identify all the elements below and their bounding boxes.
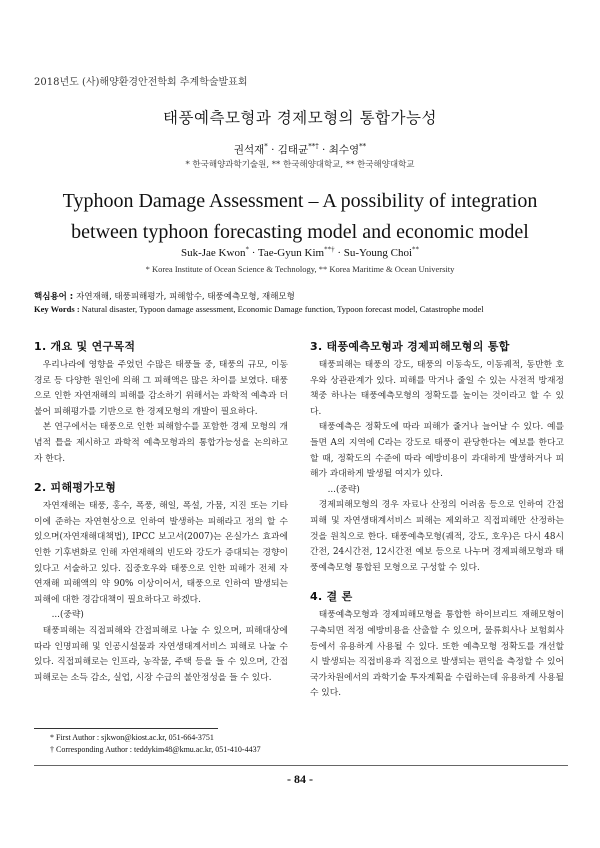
author-name: Tae-Gyun Kim [257,247,325,259]
author-separator: · [267,144,278,156]
author-name: 김태균 [277,144,309,156]
footnote-first-author: * First Author : sjkwon@kiost.ac.kr, 051-664-3751 [50,733,214,742]
keywords-label: 핵심용어 : [34,292,77,302]
paragraph: 태풍예측모형과 경제피해모형을 통합한 하이브리드 재해모형이 구축되면 적정 예방비용을 산출할 수 있으며, 물류회사나 보험회사 등에서 유용하게 사용될 수 있다. 또한 예측모형 정확도를 개선할 시 발생되는 직접비용과 직접으로 발생되는 편익을 측정할 수 있어 국가차원에서의 과학기술 투자계획을 수립하는데 유용하게 사용될 수 있다. [310,610,564,699]
author-name: Su-Young Choi [343,247,413,259]
page-number: - 84 - [287,772,313,786]
left-column [34,338,288,686]
author-mark: **† [324,245,335,254]
footnote-divider [34,728,218,729]
author-separator: · [318,144,329,156]
author-mark: **† [308,142,319,151]
author-name: Suk-Jae Kwon [180,247,246,259]
author-mark: ** [412,245,420,254]
paragraph: 태풍예측은 정확도에 따라 피해가 줄거나 늘어날 수 있다. 예를 들면 A의 지역에 C라는 강도로 태풍이 관당한다는 예보를 한다고 할 때, 정확도의 수준에 따라 예방비용이 과대하게 발생하거나 피해가 과대하게 발생될 여지가 있다. [310,422,564,480]
author-mark: * [245,245,249,254]
keywords-text: 자연재해, 태풍피해평가, 피해함수, 태풍예측모형, 재해모형 [76,292,295,302]
paragraph: 태풍피해는 직접피해와 간접피해로 나눌 수 있으며, 피해대상에 따라 인명피해 및 인공시설물과 자연생태계서비스 피해로 나눌 수 있다. 직접피해로는 인프라, 농작물, 주택 등을 들 수 있으며, 간접피해로는 소득 감소, 실업, 시장 수급의 불안정성을 들 수 있다. [34,625,288,683]
omission-marker: ...(중략) [51,610,84,621]
footnote-corresponding-author: † Corresponding Author : teddykim48@kmu.ac.kr, 051-410-4437 [50,745,261,754]
right-column [310,338,564,702]
author-separator: · [248,247,258,259]
title-line: between typhoon forecasting model and economic model [71,221,529,243]
paragraph: 우리나라에 영향을 주었던 수많은 태풍들 중, 태풍의 규모, 이동경로 등 다양한 원인에 의해 그 피해액은 많은 차이를 보였다. 태풍으로 인한 자연재해의 피해를 감소하기 위해서는 과학적 예측과 더불어 피해평가를 기반으로 한 경제모형의 개발이 필요하다. [34,360,288,417]
paragraph: 자연재해는 태풍, 홍수, 폭풍, 해일, 폭설, 가뭄, 지진 또는 기타 이에 준하는 자연현상으로 인하여 발생하는 피해라고 정의 할 수 있으며(자연재해대책법), IPCC 보고서(2007)는 온실가스 효과에 인한 기후변화로 인해 자연재해의 빈도와 강도가 증대되는 경향이 있다고 서술하고 있다. 집중호우와 태풍으로 인한 피해가 전체 자연재해 피해액의 약 90% 이상이어서, 태풍으로 인하여 발생되는 피해에 대한 경감대책이 필요하다고 하겠다. [34,501,288,605]
author-mark: * [264,142,268,151]
section-heading: 1. 개요 및 연구목적 [34,340,136,353]
author-separator: · [334,247,344,259]
keywords-label: Key Words : [34,304,82,314]
paragraph: 본 연구에서는 태풍으로 인한 피해함수를 포함한 경제 모형의 개념적 틀을 제시하고 과학적 예측모형과의 통합가능성을 논의하고자 한다. [34,422,288,464]
page-divider [34,765,568,766]
conference-header: 2018년도 (사)해양환경안전학회 추계학술발표회 [34,77,248,88]
paragraph: 태풍피해는 태풍의 강도, 태풍의 이동속도, 이동궤적, 동반한 호우와 상관관계가 있다. 피해를 막거나 줄일 수 있는 사전적 방재정책중 하나는 태풍예측모형의 정확도를 높이는 것이라고 할 수 있다. [310,360,564,417]
title-line: Typhoon Damage Assessment – A possibility of integration [62,190,538,212]
paper-title-korean: 태풍예측모형과 경제모형의 통합가능성 [163,109,437,127]
paragraph: 경제피해모형의 경우 자료나 산정의 어려움 등으로 인하여 간접피해 및 자연생태계서비스 피해는 제외하고 직접피해만 산정하는 것을 원칙으로 한다. 태풍예측모형(궤적, 강도, 호우)은 다시 48시간전, 24시간전, 12시간전 예보 등으로 나누며 경제피해모형과 태풍예측모형 통합된 모형으로 구성할 수 있다. [310,500,564,573]
author-mark: ** [359,142,367,151]
keywords-english [34,304,484,314]
author-name: 권석재 [233,144,265,156]
affiliation-korean: * 한국해양과학기술원, ** 한국해양대학교, ** 한국해양대학교 [185,160,415,170]
keywords-text: Natural disaster, Typoon damage assessment, Economic Damage function, Typoon forecast model, Catastrophe model [81,304,484,314]
author-list-english [0,247,600,259]
author-name: 최수영 [328,144,360,156]
author-list-korean [0,142,600,157]
keywords-korean [34,290,295,302]
section-heading: 4. 결 론 [310,590,353,604]
affiliation-english: * Korea Institute of Ocean Science & Technology, ** Korea Maritime & Ocean University [145,264,455,274]
omission-marker: ...(중략) [327,484,360,495]
paper-title-english [0,186,600,248]
section-heading: 3. 태풍예측모형과 경제피해모형의 통합 [310,340,510,353]
section-heading: 2. 피해평가모형 [34,481,117,495]
